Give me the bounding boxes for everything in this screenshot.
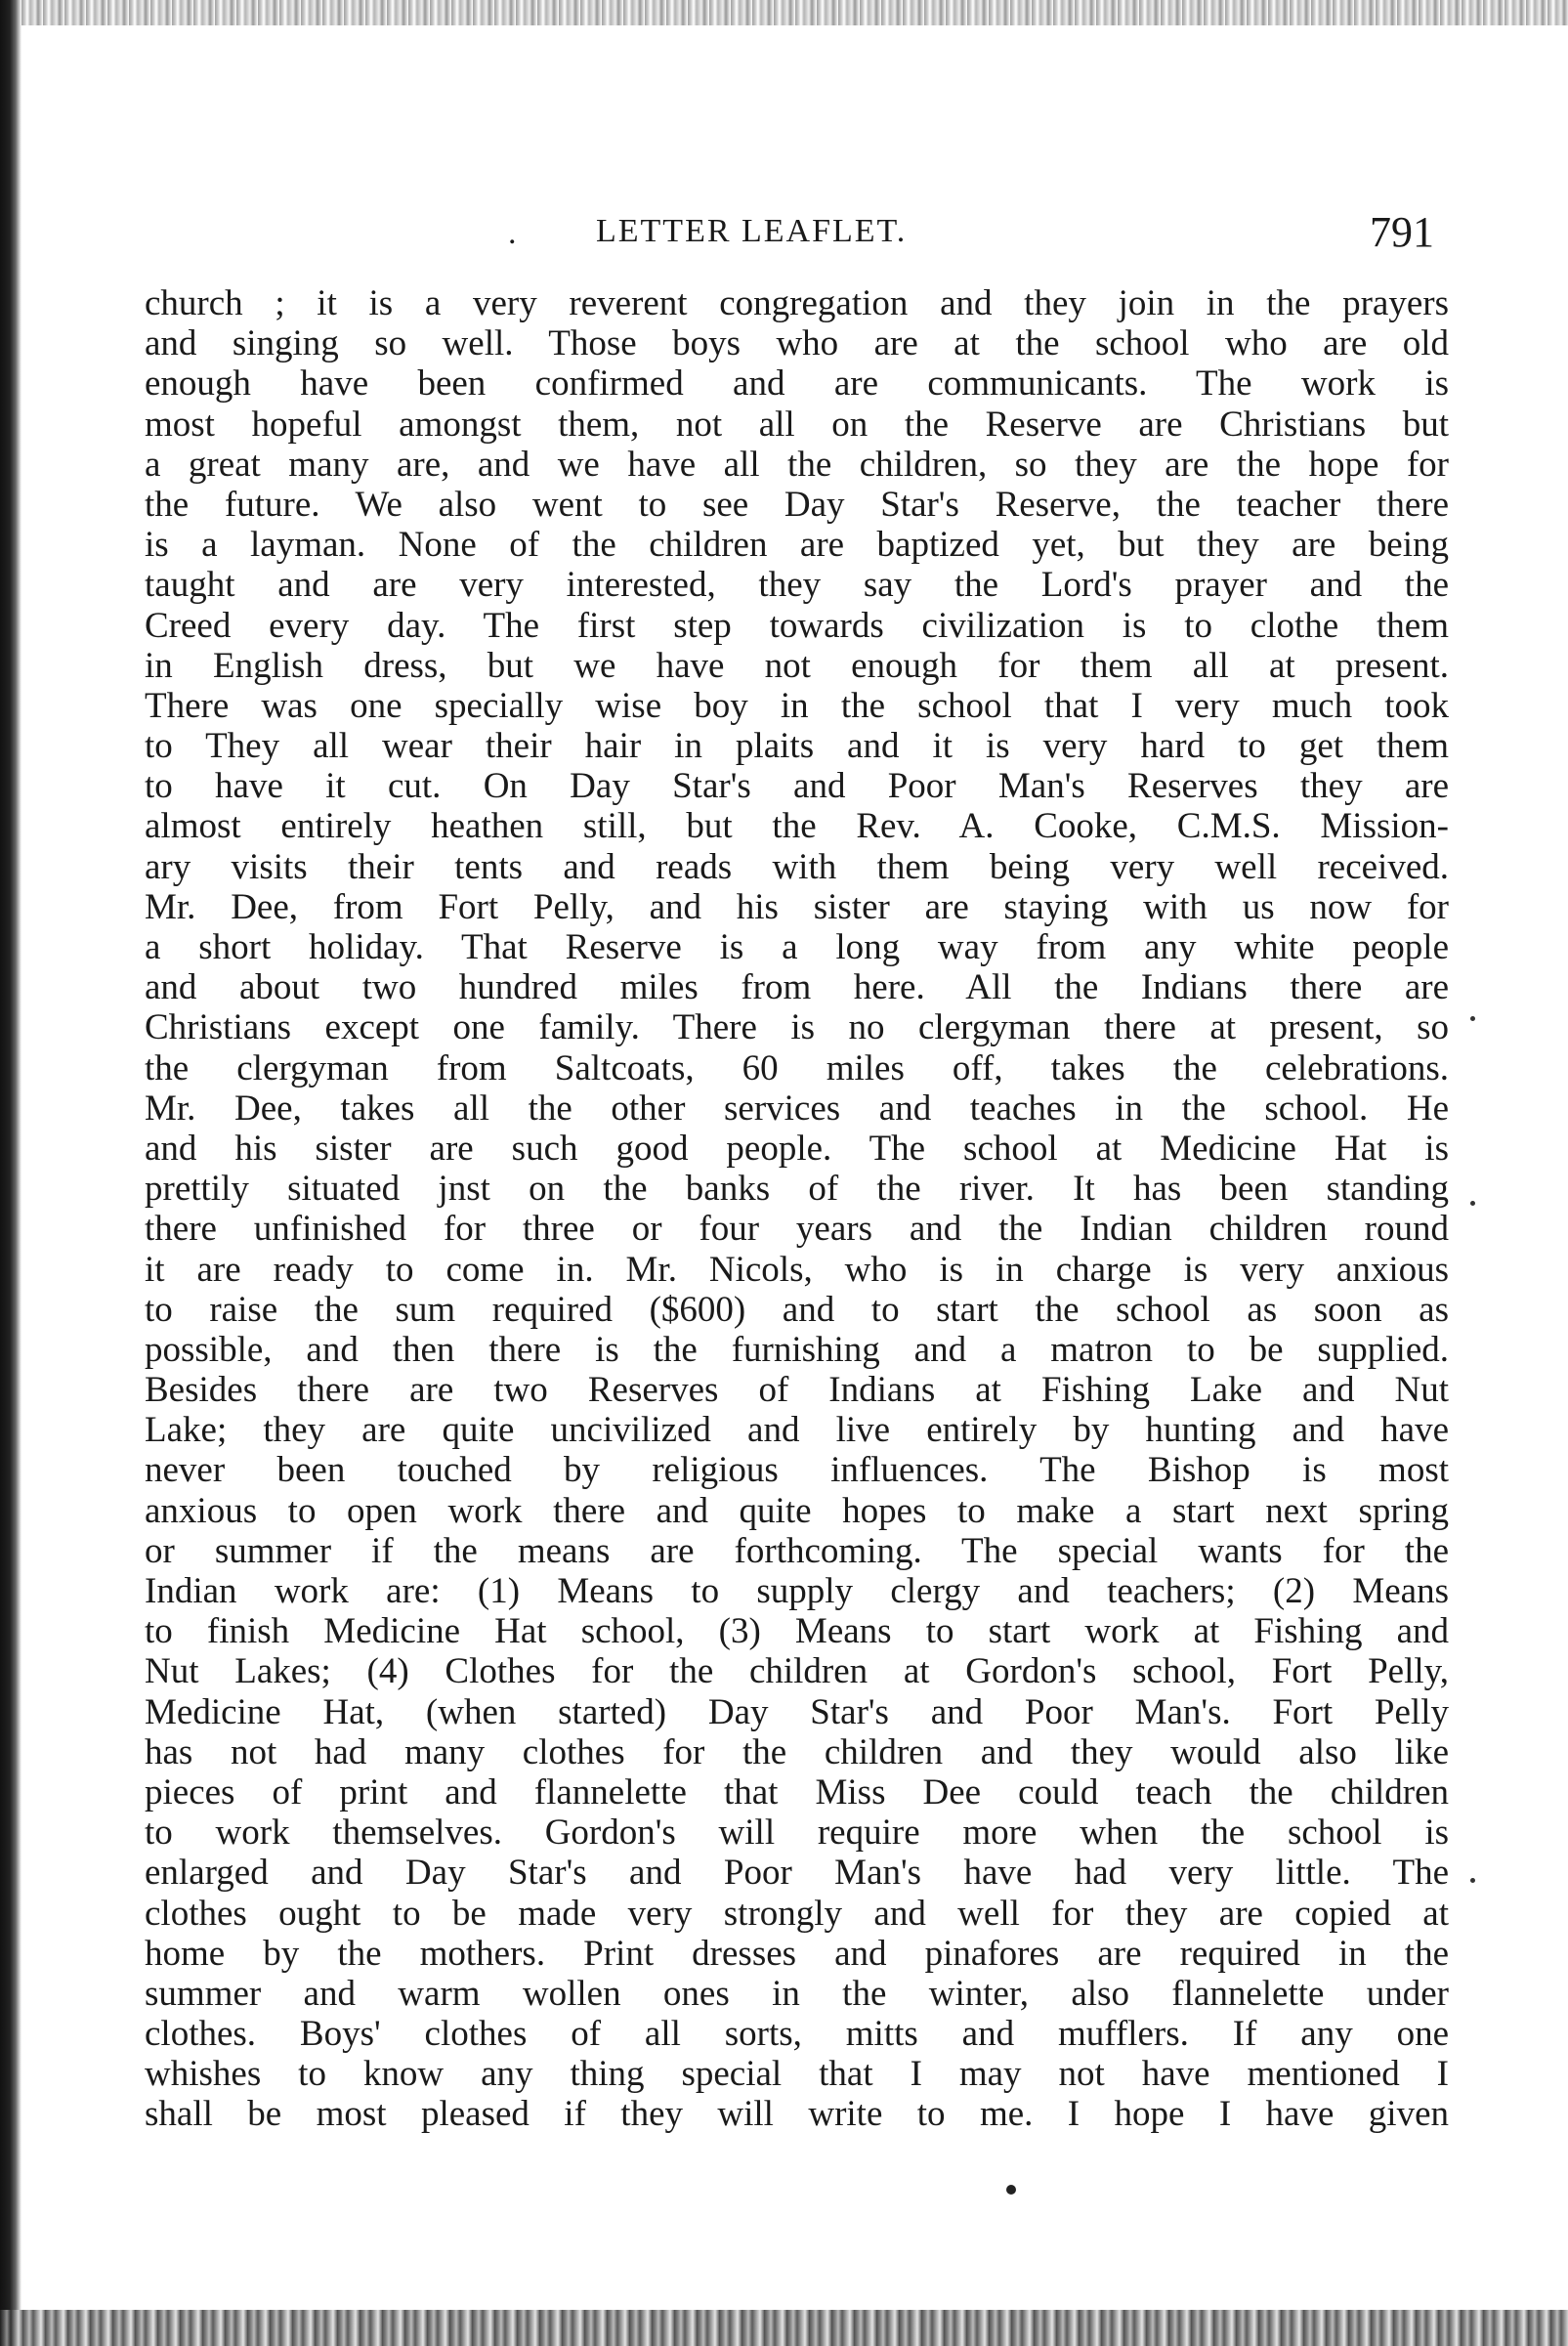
text-line: the clergyman from Saltcoats, 60 miles off, takes the celebrations.: [145, 1047, 1449, 1088]
text-line: to have it cut. On Day Star's and Poor Man's Reserves they are: [145, 766, 1449, 807]
scan-left-edge: [0, 0, 21, 2346]
text-line: clothes. Boys' clothes of all sorts, mitts and mufflers. If any one: [145, 2014, 1449, 2055]
footer-ink-mark: [1006, 2185, 1016, 2195]
margin-speck: [1470, 1201, 1475, 1206]
text-line: it are ready to come in. Mr. Nicols, who is in charge is very anxious: [145, 1249, 1449, 1290]
text-line: Nut Lakes; (4) Clothes for the children at Gordon's school, Fort Pelly,: [145, 1651, 1449, 1692]
text-line: almost entirely heathen still, but the Rev. A. Cooke, C.M.S. Mission-: [145, 806, 1449, 847]
text-line: There was one specially wise boy in the school that I very much took: [145, 685, 1449, 726]
text-line: in English dress, but we have not enough for them all at present.: [145, 645, 1449, 686]
text-line: to They all wear their hair in plaits and it is very hard to get them: [145, 726, 1449, 767]
text-line: home by the mothers. Print dresses and pinafores are required in the: [145, 1933, 1449, 1974]
text-line: pieces of print and flannelette that Miss Dee could teach the children: [145, 1771, 1449, 1813]
margin-speck: [1470, 1016, 1475, 1021]
text-line: and about two hundred miles from here. All the Indians there are: [145, 967, 1449, 1008]
text-line: and his sister are such good people. The school at Medicine Hat is: [145, 1128, 1449, 1169]
text-line: is a layman. None of the children are baptized yet, but they are being: [145, 525, 1449, 566]
margin-speck: [1470, 1878, 1475, 1883]
text-line: never been touched by religious influences. The Bishop is most: [145, 1450, 1449, 1491]
scan-bottom-edge: [0, 2310, 1568, 2346]
scan-top-edge: [0, 0, 1568, 25]
text-line: Lake; they are quite uncivilized and live entirely by hunting and have: [145, 1410, 1449, 1451]
body-text: [145, 283, 1449, 2135]
text-line: summer and warm wollen ones in the winter, also flannelette under: [145, 1973, 1449, 2014]
text-line: most hopeful amongst them, not all on the Reserve are Christians but: [145, 404, 1449, 445]
text-line: and singing so well. Those boys who are at the school who are old: [145, 323, 1449, 364]
text-line: Medicine Hat, (when started) Day Star's and Poor Man's. Fort Pelly: [145, 1691, 1449, 1732]
text-line: whishes to know any thing special that I may not have mentioned I: [145, 2054, 1449, 2095]
text-line: Creed every day. The first step towards civilization is to clothe them: [145, 605, 1449, 646]
text-line: the future. We also went to see Day Star's Reserve, the teacher there: [145, 484, 1449, 525]
text-line: a short holiday. That Reserve is a long way from any white people: [145, 927, 1449, 967]
text-line: a great many are, and we have all the children, so they are the hope for: [145, 444, 1449, 485]
text-line: Christians except one family. There is no clergyman there at present, so: [145, 1007, 1449, 1048]
text-line: enlarged and Day Star's and Poor Man's have had very little. The: [145, 1853, 1449, 1894]
text-line: Mr. Dee, takes all the other services and teaches in the school. He: [145, 1088, 1449, 1129]
text-line: clothes ought to be made very strongly and well for they are copied at: [145, 1893, 1449, 1934]
text-line: anxious to open work there and quite hopes to make a start next spring: [145, 1490, 1449, 1531]
page-number: 791: [1370, 208, 1434, 256]
text-line: there unfinished for three or four years and the Indian children round: [145, 1209, 1449, 1250]
running-head: [147, 207, 1446, 256]
header-dot: .: [508, 215, 517, 251]
text-line: ary visits their tents and reads with them being very well received.: [145, 846, 1449, 887]
text-line: Indian work are: (1) Means to supply clergy and teachers; (2) Means: [145, 1571, 1449, 1611]
text-line: prettily situated jnst on the banks of the river. It has been standing: [145, 1169, 1449, 1210]
text-line: possible, and then there is the furnishing and a matron to be supplied.: [145, 1329, 1449, 1370]
text-line: to finish Medicine Hat school, (3) Means to start work at Fishing and: [145, 1611, 1449, 1652]
text-line: to raise the sum required ($600) and to start the school as soon as: [145, 1289, 1449, 1330]
text-line: to work themselves. Gordon's will require more when the school is: [145, 1813, 1449, 1854]
text-line: Besides there are two Reserves of Indians at Fishing Lake and Nut: [145, 1370, 1449, 1411]
text-line: taught and are very interested, they say the Lord's prayer and the: [145, 565, 1449, 606]
text-line: shall be most pleased if they will write to me. I hope I have given: [145, 2094, 1449, 2135]
text-line: Mr. Dee, from Fort Pelly, and his sister are staying with us now for: [145, 886, 1449, 927]
text-line: enough have been confirmed and are communicants. The work is: [145, 363, 1449, 405]
text-line: has not had many clothes for the children and they would also like: [145, 1731, 1449, 1772]
page-title: LETTER LEAFLET.: [596, 213, 908, 249]
text-line: church ; it is a very reverent congregation and they join in the prayers: [145, 283, 1449, 323]
text-line: or summer if the means are forthcoming. The special wants for the: [145, 1530, 1449, 1571]
